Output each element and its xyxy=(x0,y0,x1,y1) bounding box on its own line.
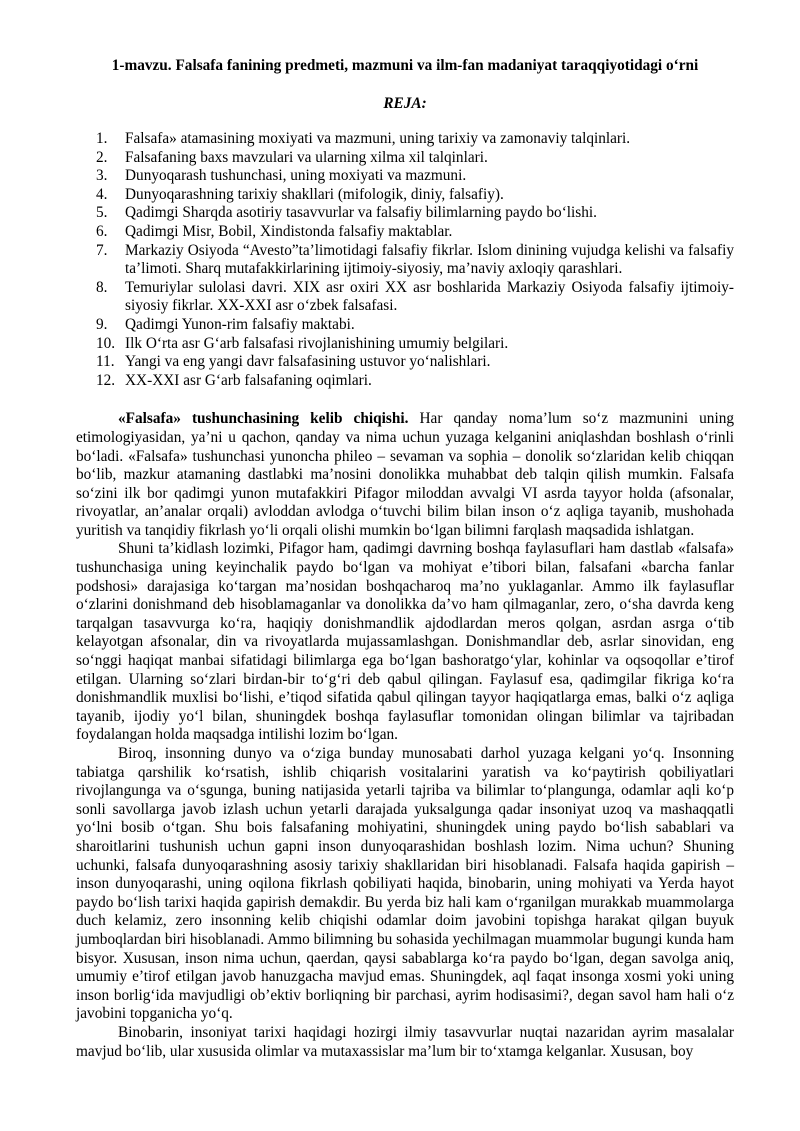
paragraph-lead: «Falsafa» tushunchasining kelib chiqishi. xyxy=(118,410,409,428)
page-title: 1-mavzu. Falsafa fanining predmeti, mazmuni va ilm-fan madaniyat taraqqiyotidagi o‘rni xyxy=(111,57,699,74)
plan-item-number: 3. xyxy=(96,167,108,185)
plan-item-number: 2. xyxy=(96,148,108,166)
plan-item-number: 8. xyxy=(96,278,108,296)
plan-item-text: Falsafaning baxs mavzulari va ularning xilma xil talqinlari. xyxy=(125,148,488,166)
plan-item xyxy=(76,335,734,354)
plan-item-number: 12. xyxy=(96,371,116,389)
plan-item-text: Dunyoqarashning tarixiy shakllari (mifologik, diniy, falsafiy). xyxy=(125,185,504,203)
paragraph-text: Biroq, insonning dunyo va o‘ziga bunday munosabati darhol yuzaga kelgani yo‘q. Insonning tabiatga qarshilik ko‘rsatish, ishlib chiqarish vositalarini yaratish va ko‘paytirish qobiliyatlari rivojlangunga va o‘sgunga, buning natijasida yetarli tajriba va bilimlar to‘plangunga, odamlar aqli ko‘p sonli savollarga javob izlash uchun yetarli darajada yuksalgunga qadar insoniyat uzoq va mashaqqatli yo‘lni bosib o‘tgan. Shu bois falsafaning mohiyatini, shuningdek uning paydo bo‘lish sabablari va sharoitlarini tushunish uchun gapni inson dunyoqarashidan boshlash lozim. Nima uchun? Shuning uchunki, falsafa dunyoqarashning asosiy tarixiy shakllaridan biri hisoblanadi. Falsafa haqida gapirish – inson dunyoqarashi, uning oqilona fikrlash qobiliyati haqida, binobarin, uning mohiyati va Yerda hayot paydo bo‘lish tarixi haqida gapirish demakdir. Bu yerda biz hali kam o‘rganilgan murakkab muammolarga duch kelamiz, zero insonning kelib chiqishi odamlar doim javobini topishga harakat qilgan buyuk jumboqlardan biri hisoblanadi. Ammo bilimning bu sohasida yechilmagan muammolar bugungi kunda ham bisyor. Xususan, inson nima uchun, qaerdan, qaysi sabablarga ko‘ra paydo bo‘lgan, degan savolga aniq, umumiy e’tirof etilgan javob hanuzgacha mavjud emas. Shuningdek, aql faqat insonga xosmi yoki uning inson borlig‘ida mavjudligi ob’ektiv borliqning bir parchasi, ayrim hodisasimi?, degan savol ham hali o‘z javobini topganicha yo‘q. xyxy=(76,745,734,1023)
plan-item-number: 4. xyxy=(96,185,108,203)
plan-item xyxy=(76,279,734,316)
paragraph-text: Har qanday noma’lum so‘z mazmunini uning etimologiyasidan, ya’ni u qachon, qanday va nima uchun yuzaga kelganini aniqlashdan boshlash o‘rinli bo‘ladi. «Falsafa» tushunchasi yunoncha phileo – sevaman va sophia – donolik so‘zlaridan kelib chiqqan bo‘lib, mazkur atamaning dastlabki ma’nosini donolikka muhabbat deb talqin qilish mumkin. Falsafa so‘zini ilk bor qadimgi yunon mutafakkiri Pifagor miloddan avvalgi VI asrda tayyor holda (afsonalar, rivoyatlar, an’analar orqali) avloddan avlodga o‘tuvchi bilim bilan inson o‘z aqliga tayanib, mushohada yuritish va tanqidiy fikrlash yo‘li orqali olishi mumkin bo‘lgan bilimni farqlash maqsadida ishlatgan. xyxy=(76,410,735,539)
plan-item-number: 11. xyxy=(96,353,115,371)
plan-item xyxy=(76,204,734,223)
plan-item xyxy=(76,130,734,149)
plan-item xyxy=(76,353,734,372)
plan-item-text: Temuriylar sulolasi davri. XIX asr oxiri XX asr boshlarida Markaziy Osiyoda falsafiy ijtimoiy-siyosiy fikrlar. XX-XXI asr o‘zbek falsafasi. xyxy=(125,278,734,315)
plan-item-text: Qadimgi Misr, Bobil, Xindistonda falsafiy maktablar. xyxy=(125,222,453,240)
plan-item-number: 1. xyxy=(96,130,108,147)
plan-item xyxy=(76,149,734,168)
plan-item-number: 10. xyxy=(96,334,116,352)
plan-item-text: Ilk O‘rta asr G‘arb falsafasi rivojlanishining umumiy belgilari. xyxy=(125,334,509,352)
plan-item-number: 7. xyxy=(96,241,108,259)
body-paragraph xyxy=(76,540,734,745)
plan-list xyxy=(76,130,734,390)
body-paragraph xyxy=(76,745,734,1024)
plan-item-text: Markaziy Osiyoda “Avesto”ta’limotidagi falsafiy fikrlar. Islom dinining vujudga kelishi va falsafiy ta’limoti. Sharq mutafakkirlarining ijtimoiy-siyosiy, ma’naviy axloqiy qarashlari. xyxy=(125,241,734,278)
plan-item-number: 9. xyxy=(96,315,108,333)
plan-item-text: XX-XXI asr G‘arb falsafaning oqimlari. xyxy=(125,371,372,389)
plan-item xyxy=(76,223,734,242)
body-paragraph xyxy=(76,1024,734,1061)
plan-item-text: Yangi va eng yangi davr falsafasining ustuvor yo‘nalishlari. xyxy=(125,353,491,371)
plan-item-text: Qadimgi Sharqda asotiriy tasavvurlar va falsafiy bilimlarning paydo bo‘lishi. xyxy=(125,204,597,222)
plan-item-number: 6. xyxy=(96,222,108,240)
plan-item-text: Falsafa» atamasining moxiyati va mazmuni, uning tarixiy va zamonaviy talqinlari. xyxy=(125,130,631,147)
plan-heading: REJA: xyxy=(383,95,427,112)
plan-item xyxy=(76,167,734,186)
plan-item-text: Qadimgi Yunon-rim falsafiy maktabi. xyxy=(125,315,355,333)
plan-item xyxy=(76,372,734,391)
paragraph-text: Shuni ta’kidlash lozimki, Pifagor ham, qadimgi davrning boshqa faylasuflari ham dastlab «falsafa» tushunchasiga uning keyinchalik paydo bo‘lgan va mohiyat e’tibori bilan, falsafani «barcha fanlar podshosi» darajasiga ko‘targan ma’nosidan boshqacharoq ma’no yuklaganlar. Ammo ilk faylasuflar o‘zlarini donishmand deb hisoblamaganlar va donolikka da’vo ham qilmaganlar, zero, o‘sha davrda keng tarqalgan tasavvurga ko‘ra, haqiqiy donishmandlik ajdodlardan meros qolgan, asrdan asrga o‘tib kelayotgan afsonalar, din va rivoyatlarda mujassamlashgan. Donishmandlar deb, asrlar sinovidan, eng so‘nggi haqiqat manbai sifatidagi bilimlarga ega bo‘lgan bashoratgo‘ylar, kohinlar va oqsoqollar e’tirof etilgan. Ularning so‘zlari birdan-bir to‘g‘ri deb qabul qilingan. Faylasuf esa, qadimgilar fikriga ko‘ra donishmandlik muxlisi bo‘lishi, e’tiqod sifatida qabul qilingan tayyor haqiqatlarga emas, balki o‘z aqliga tayanib, ijodiy yo‘l bilan, shuningdek boshqa faylasuflar tomonidan olingan bilimlar va tajribadan foydalangan holda maqsadga intilishi lozim bo‘lgan. xyxy=(76,540,734,744)
plan-item-text: Dunyoqarash tushunchasi, uning moxiyati va mazmuni. xyxy=(125,167,467,185)
plan-item xyxy=(76,186,734,205)
plan-item xyxy=(76,242,734,279)
plan-item-number: 5. xyxy=(96,204,108,222)
body-paragraph xyxy=(76,410,734,540)
plan-item xyxy=(76,316,734,335)
paragraph-text: Binobarin, insoniyat tarixi haqidagi hozirgi ilmiy tasavvurlar nuqtai nazaridan ayrim masalalar mavjud bo‘lib, ular xususida olimlar va mutaxassislar ma’lum bir to‘xtamga kelganlar. Xususan, boy xyxy=(76,1023,734,1060)
